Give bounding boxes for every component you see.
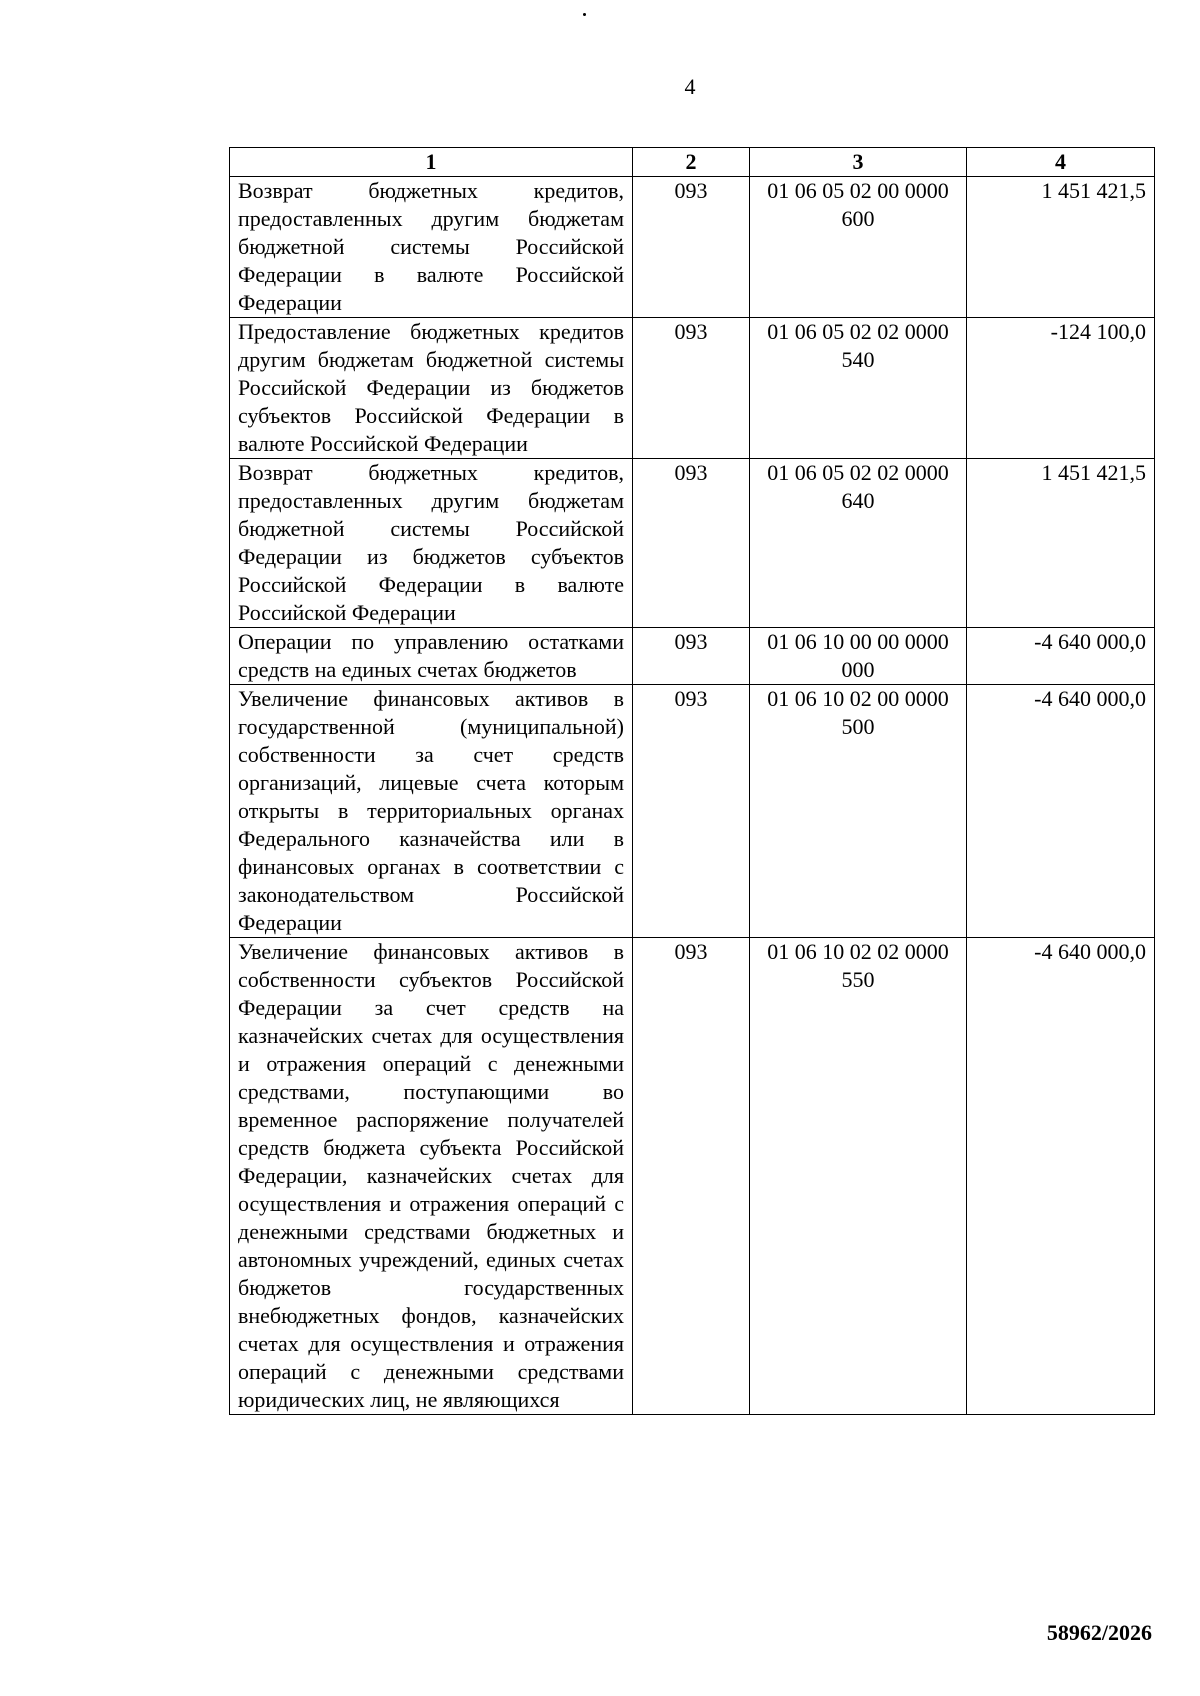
row-description: Увеличение финансовых активов в государственной (муниципальной) собственности за счет средств организаций, лицевые счета которым открыты в территориальных органах Федерального казначейства или в финансовых органах в соответствии с законодательством Российской Федерации (230, 685, 633, 938)
row-classification-code: 01 06 05 02 02 0000 540 (750, 318, 967, 459)
row-description: Операции по управлению остатками средств на единых счетах бюджетов (230, 628, 633, 685)
row-classification-code: 01 06 10 02 00 0000 500 (750, 685, 967, 938)
row-description: Возврат бюджетных кредитов, предоставленных другим бюджетам бюджетной системы Российской Федерации из бюджетов субъектов Российской Федерации в валюте Российской Федерации (230, 459, 633, 628)
row-classification-code: 01 06 05 02 02 0000 640 (750, 459, 967, 628)
table-row (230, 459, 1155, 628)
column-header-3: 3 (750, 148, 967, 177)
table-row (230, 628, 1155, 685)
column-header-4: 4 (967, 148, 1155, 177)
row-admin-code: 093 (633, 938, 750, 1415)
row-amount: -4 640 000,0 (967, 628, 1155, 685)
row-admin-code: 093 (633, 318, 750, 459)
row-admin-code: 093 (633, 459, 750, 628)
table-header-row (230, 148, 1155, 177)
row-classification-code: 01 06 05 02 00 0000 600 (750, 177, 967, 318)
row-description: Предоставление бюджетных кредитов другим бюджетам бюджетной системы Российской Федерации из бюджетов субъектов Российской Федерации в валюте Российской Федерации (230, 318, 633, 459)
row-amount: 1 451 421,5 (967, 177, 1155, 318)
row-amount: 1 451 421,5 (967, 459, 1155, 628)
row-classification-code: 01 06 10 02 02 0000 550 (750, 938, 967, 1415)
document-number: 58962/2026 (1046, 1620, 1152, 1645)
row-description: Возврат бюджетных кредитов, предоставленных другим бюджетам бюджетной системы Российской Федерации в валюте Российской Федерации (230, 177, 633, 318)
row-amount: -124 100,0 (967, 318, 1155, 459)
page-number: 4 (684, 74, 696, 99)
row-amount: -4 640 000,0 (967, 685, 1155, 938)
row-admin-code: 093 (633, 177, 750, 318)
table-row (230, 318, 1155, 459)
row-description: Увеличение финансовых активов в собственности субъектов Российской Федерации за счет средств на казначейских счетах для осуществления и отражения операций с денежными средствами, поступающими во временное распоряжение получателей средств бюджета субъекта Российской Федерации, казначейских счетах для осуществления и отражения операций с денежными средствами бюджетных и автономных учреждений, единых счетах бюджетов государственных внебюджетных фондов, казначейских счетах для осуществления и отражения операций с денежными средствами юридических лиц, не являющихся (230, 938, 633, 1415)
scan-speck (583, 13, 586, 16)
column-header-2: 2 (633, 148, 750, 177)
budget-sources-table (229, 147, 1155, 1415)
row-admin-code: 093 (633, 628, 750, 685)
table-row (230, 938, 1155, 1415)
row-admin-code: 093 (633, 685, 750, 938)
table-row (230, 177, 1155, 318)
column-header-1: 1 (230, 148, 633, 177)
table-row (230, 685, 1155, 938)
row-amount: -4 640 000,0 (967, 938, 1155, 1415)
row-classification-code: 01 06 10 00 00 0000 000 (750, 628, 967, 685)
